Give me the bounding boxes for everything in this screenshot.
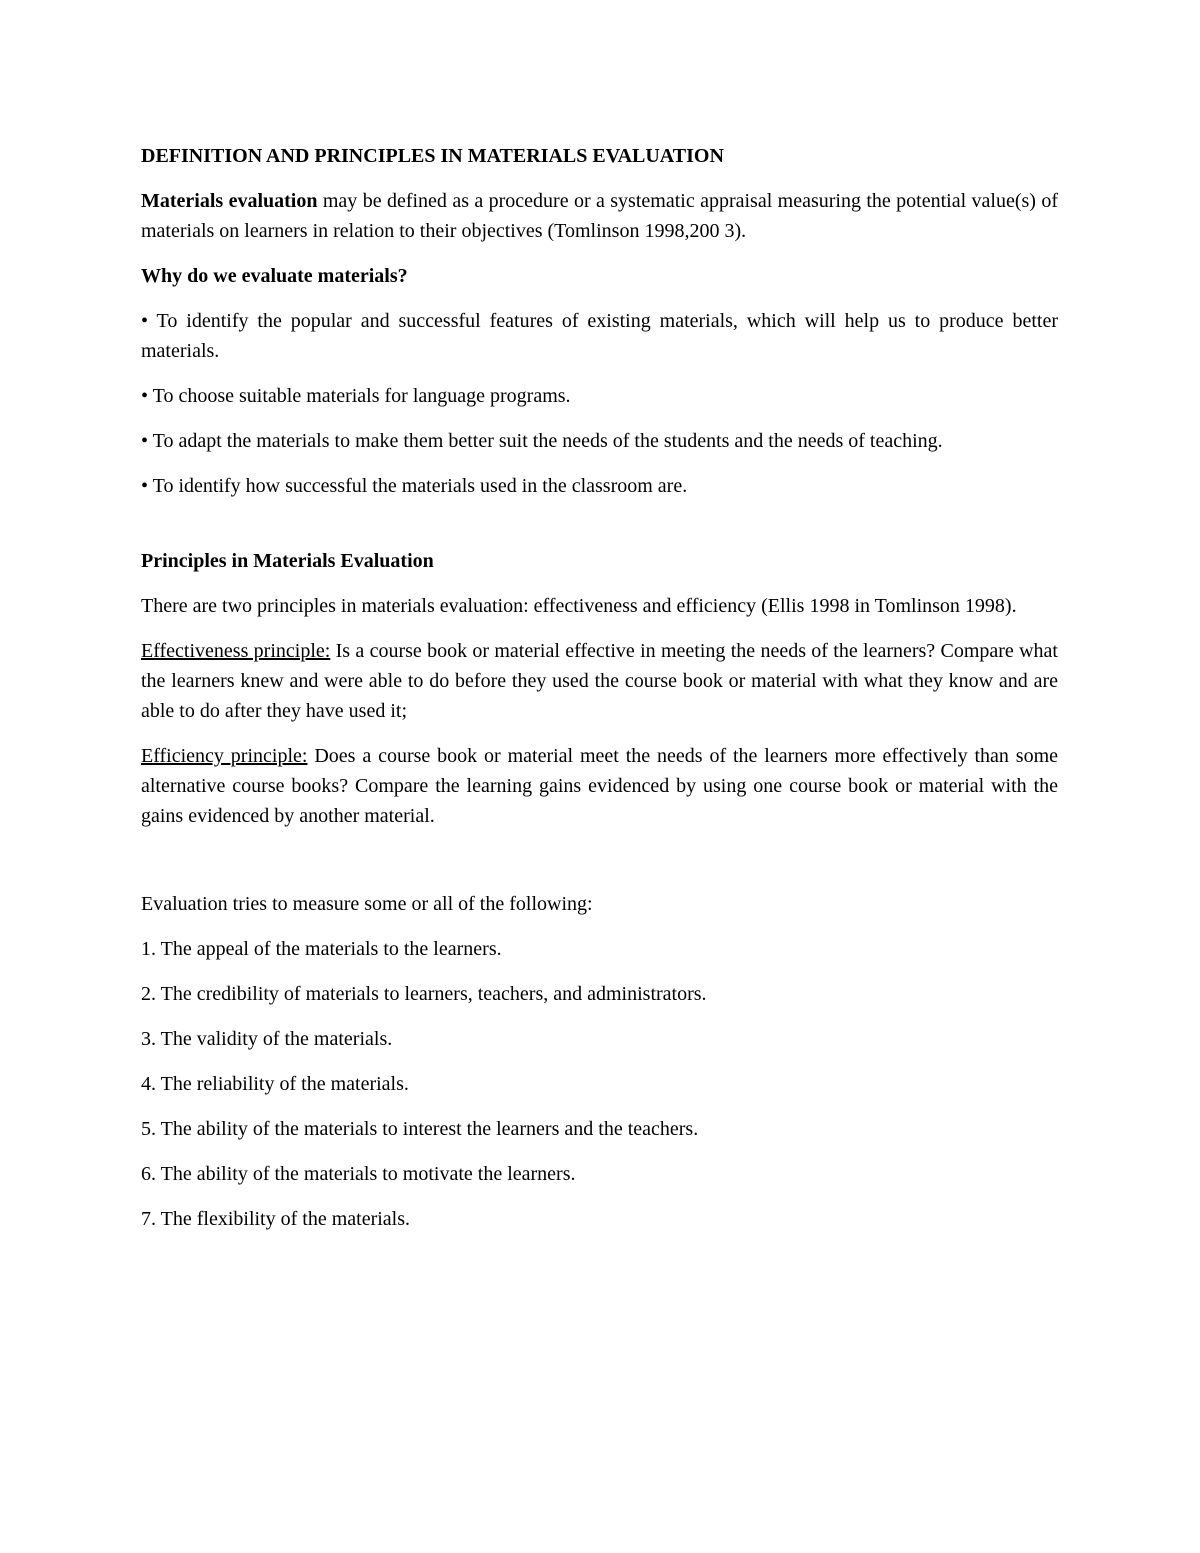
why-item: • To choose suitable materials for language programs. [141, 385, 571, 407]
effectiveness-text: Is a course book or material effective in meeting the needs of the learners? Compare what the learners knew and were able to do before they used the course book or material with what they know and are able to do after they have used it; [141, 640, 1058, 722]
document-title: DEFINITION AND PRINCIPLES IN MATERIALS EVALUATION [141, 145, 724, 167]
effectiveness-label: Effectiveness principle: [141, 640, 331, 662]
effectiveness-paragraph [141, 636, 1058, 726]
definition-term: Materials evaluation [141, 190, 318, 212]
evaluation-item: 7. The flexibility of the materials. [141, 1208, 411, 1230]
principles-intro: There are two principles in materials evaluation: effectiveness and efficiency (Ellis 1998 in Tomlinson 1998). [141, 595, 1017, 617]
evaluation-item: 3. The validity of the materials. [141, 1028, 393, 1050]
why-heading: Why do we evaluate materials? [141, 265, 408, 287]
evaluation-item: 6. The ability of the materials to motivate the learners. [141, 1163, 576, 1185]
definition-text: may be defined as a procedure or a systematic appraisal measuring the potential value(s) of materials on learners in relation to their objectives (Tomlinson 1998,200 3). [141, 190, 1059, 242]
evaluation-intro: Evaluation tries to measure some or all of the following: [141, 893, 593, 915]
efficiency-label: Efficiency principle: [141, 745, 308, 767]
principles-heading: Principles in Materials Evaluation [141, 550, 434, 572]
evaluation-item: 4. The reliability of the materials. [141, 1073, 409, 1095]
evaluation-item: 5. The ability of the materials to interest the learners and the teachers. [141, 1118, 699, 1140]
document-page [141, 141, 1058, 1249]
evaluation-item: 2. The credibility of materials to learners, teachers, and administrators. [141, 983, 707, 1005]
why-item: • To identify the popular and successful features of existing materials, which will help us to produce better materials. [141, 310, 1058, 362]
efficiency-paragraph [141, 741, 1058, 831]
evaluation-item: 1. The appeal of the materials to the learners. [141, 938, 502, 960]
efficiency-text: Does a course book or material meet the needs of the learners more effectively than some alternative course books? Compare the learning gains evidenced by using one course book or material with the gains evidenced by another material. [141, 745, 1059, 827]
why-item: • To identify how successful the materials used in the classroom are. [141, 475, 688, 497]
definition-paragraph [141, 186, 1058, 246]
why-item: • To adapt the materials to make them better suit the needs of the students and the needs of teaching. [141, 430, 943, 452]
